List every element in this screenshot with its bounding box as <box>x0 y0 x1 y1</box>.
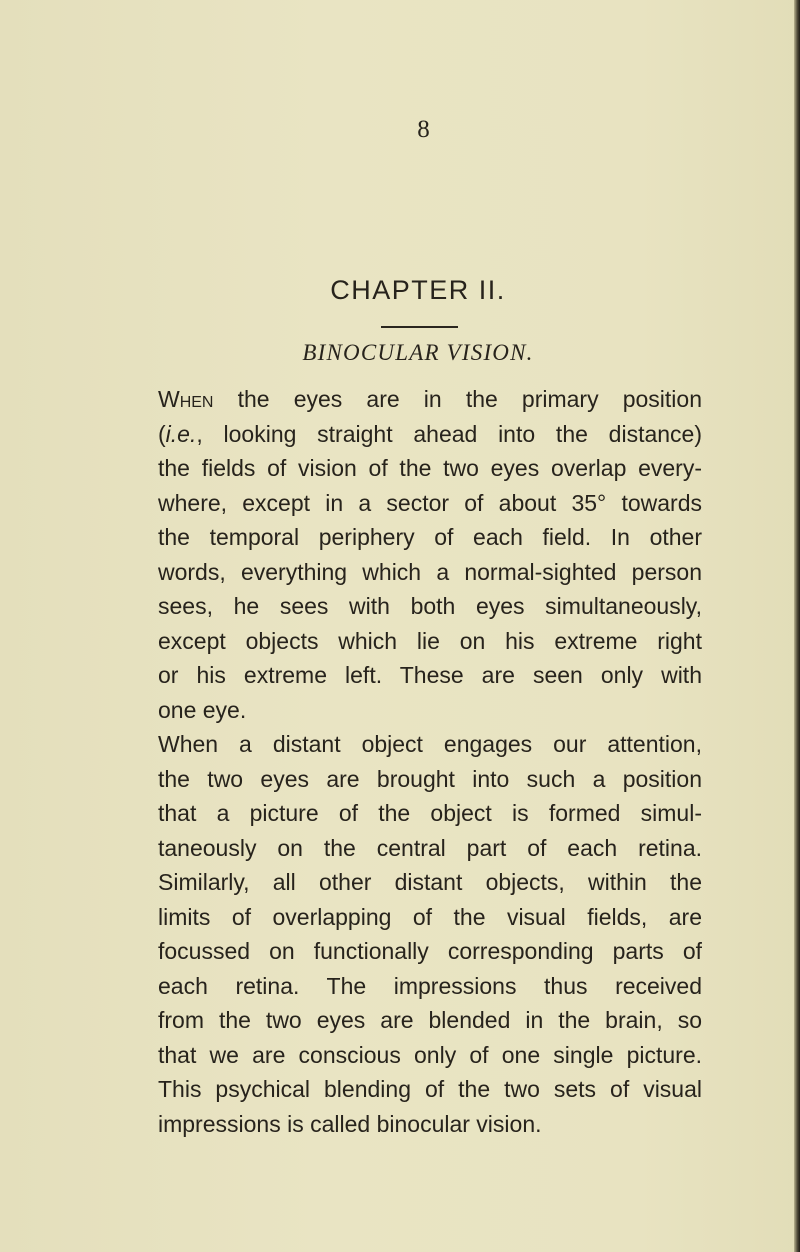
text-line <box>158 382 702 417</box>
text-line: that we are conscious only of one single picture. <box>158 1041 702 1068</box>
text-line: This psychical blending of the two sets of visual <box>158 1076 702 1102</box>
text-line: each retina. The impressions thus received <box>158 972 702 999</box>
text-line: words, everything which a normal-sighted person <box>158 558 702 585</box>
title-rule <box>381 326 458 328</box>
text-line-content: When the eyes are in the primary position <box>158 386 702 412</box>
paragraph-2 <box>158 727 702 1141</box>
paragraph-1 <box>158 382 702 727</box>
text-line: focussed on functionally corresponding parts of <box>158 938 702 964</box>
text-line: When a distant object engages our attention, <box>158 731 702 757</box>
text-line: the temporal periphery of each field. In other <box>158 524 702 550</box>
text-line: the fields of vision of the two eyes overlap every- <box>158 455 702 481</box>
text-line: sees, he sees with both eyes simultaneously, <box>158 593 702 619</box>
chapter-title: CHAPTER II. <box>330 275 506 305</box>
text-line: where, except in a sector of about 35° towards <box>158 489 702 516</box>
body-text <box>158 382 702 1141</box>
text-line: one eye. <box>158 696 247 723</box>
text-line: or his extreme left. These are seen only with <box>158 662 702 688</box>
text-line: the two eyes are brought into such a position <box>158 765 702 792</box>
text-line: (i.e., looking straight ahead into the distance) <box>158 420 702 447</box>
text-line: that a picture of the object is formed simul- <box>158 800 702 826</box>
page-number: 8 <box>417 116 431 143</box>
text-line: impressions is called binocular vision. <box>158 1110 542 1137</box>
text-line: from the two eyes are blended in the brain, so <box>158 1007 702 1033</box>
text-line: taneously on the central part of each retina. <box>158 834 702 861</box>
section-title: BINOCULAR VISION. <box>302 340 534 365</box>
text-line: Similarly, all other distant objects, within the <box>158 869 702 895</box>
page-edge <box>794 0 800 1252</box>
text-line: except objects which lie on his extreme right <box>158 627 702 654</box>
text-line: limits of overlapping of the visual fields, are <box>158 903 702 930</box>
